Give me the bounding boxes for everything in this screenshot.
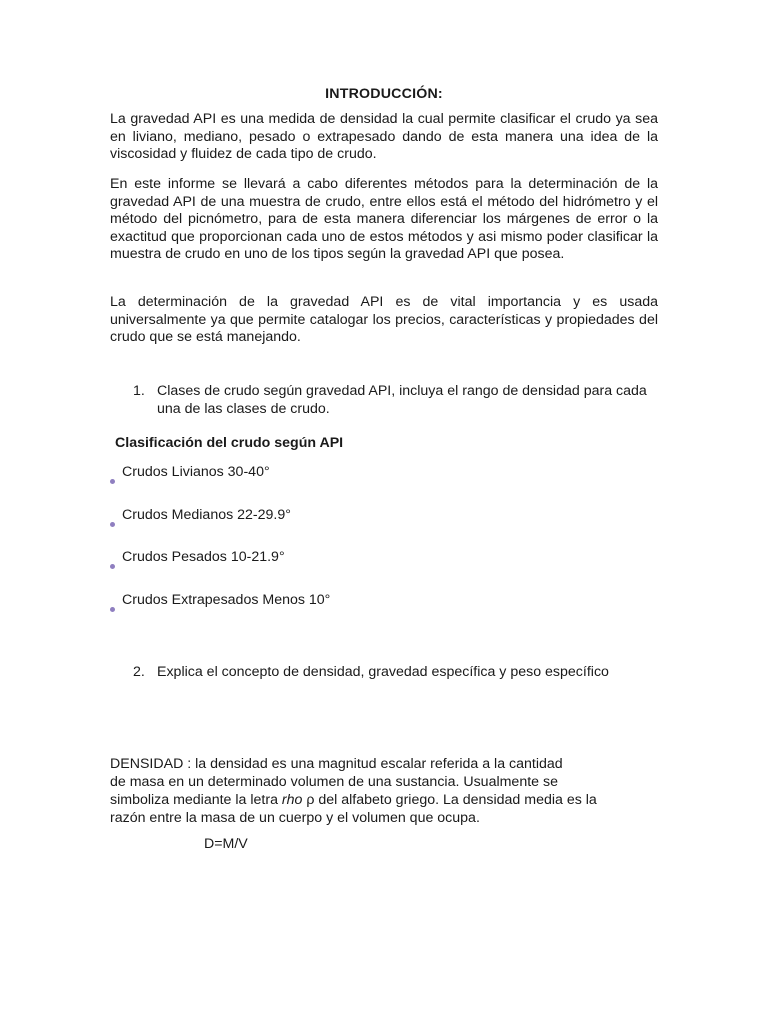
question-1-number: 1.: [133, 383, 145, 399]
bullet-dot-icon: [110, 607, 115, 612]
question-2-text: Explica el concepto de densidad, gravedad específica y peso específico: [157, 664, 609, 680]
density-line-4: razón entre la masa de un cuerpo y el volumen que ocupa.: [110, 810, 480, 826]
density-line-2: de masa en un determinado volumen de una sustancia. Usualmente se: [110, 774, 558, 790]
density-line-3-start: simboliza mediante la letra: [110, 792, 282, 808]
question-1: [133, 383, 663, 418]
density-formula: D=M/V: [204, 836, 248, 852]
rho-word: rho: [281, 792, 303, 808]
density-line-3: [110, 791, 670, 809]
density-line-1: DENSIDAD : la densidad es una magnitud escalar referida a la cantidad: [110, 756, 563, 772]
density-line-3-end: ρ del alfabeto griego. La densidad media es la: [302, 792, 597, 808]
classification-heading: Clasificación del crudo según API: [115, 435, 344, 451]
intro-paragraph-1: La gravedad API es una medida de densidad la cual permite clasificar el crudo ya sea en liviano, mediano, pesado o extrapesado dando de esta manera una idea de la viscosidad y fluidez de cada tipo de crudo.: [110, 111, 658, 163]
question-2-number: 2.: [133, 664, 145, 680]
bullet-dot-icon: [110, 564, 115, 569]
question-1-text: Clases de crudo según gravedad API, incluya el rango de densidad para cada una de las clases de crudo.: [157, 383, 647, 417]
density-definition: [110, 755, 670, 827]
page-title: INTRODUCCIÓN:: [325, 86, 443, 102]
intro-paragraph-3: La determinación de la gravedad API es de vital importancia y es usada universalmente ya que permite catalogar los precios, características y propiedades del crudo que se está manejando.: [110, 294, 658, 346]
list-item-label: Crudos Livianos 30-40°: [122, 464, 270, 480]
bullet-dot-icon: [110, 479, 115, 484]
question-2: [133, 664, 663, 682]
bullet-dot-icon: [110, 522, 115, 527]
list-item-label: Crudos Medianos 22-29.9°: [122, 507, 291, 523]
list-item-label: Crudos Pesados 10-21.9°: [122, 549, 285, 565]
intro-paragraph-2: En este informe se llevará a cabo diferentes métodos para la determinación de la gravedad API de una muestra de crudo, entre ellos está el método del hidrómetro y el método del picnómetro, para de esta manera diferenciar los márgenes de error o la exactitud que proporcionan cada uno de estos métodos y asi mismo poder clasificar la muestra de crudo en uno de los tipos según la gravedad API que posea.: [110, 176, 658, 263]
list-item-label: Crudos Extrapesados Menos 10°: [122, 592, 331, 608]
